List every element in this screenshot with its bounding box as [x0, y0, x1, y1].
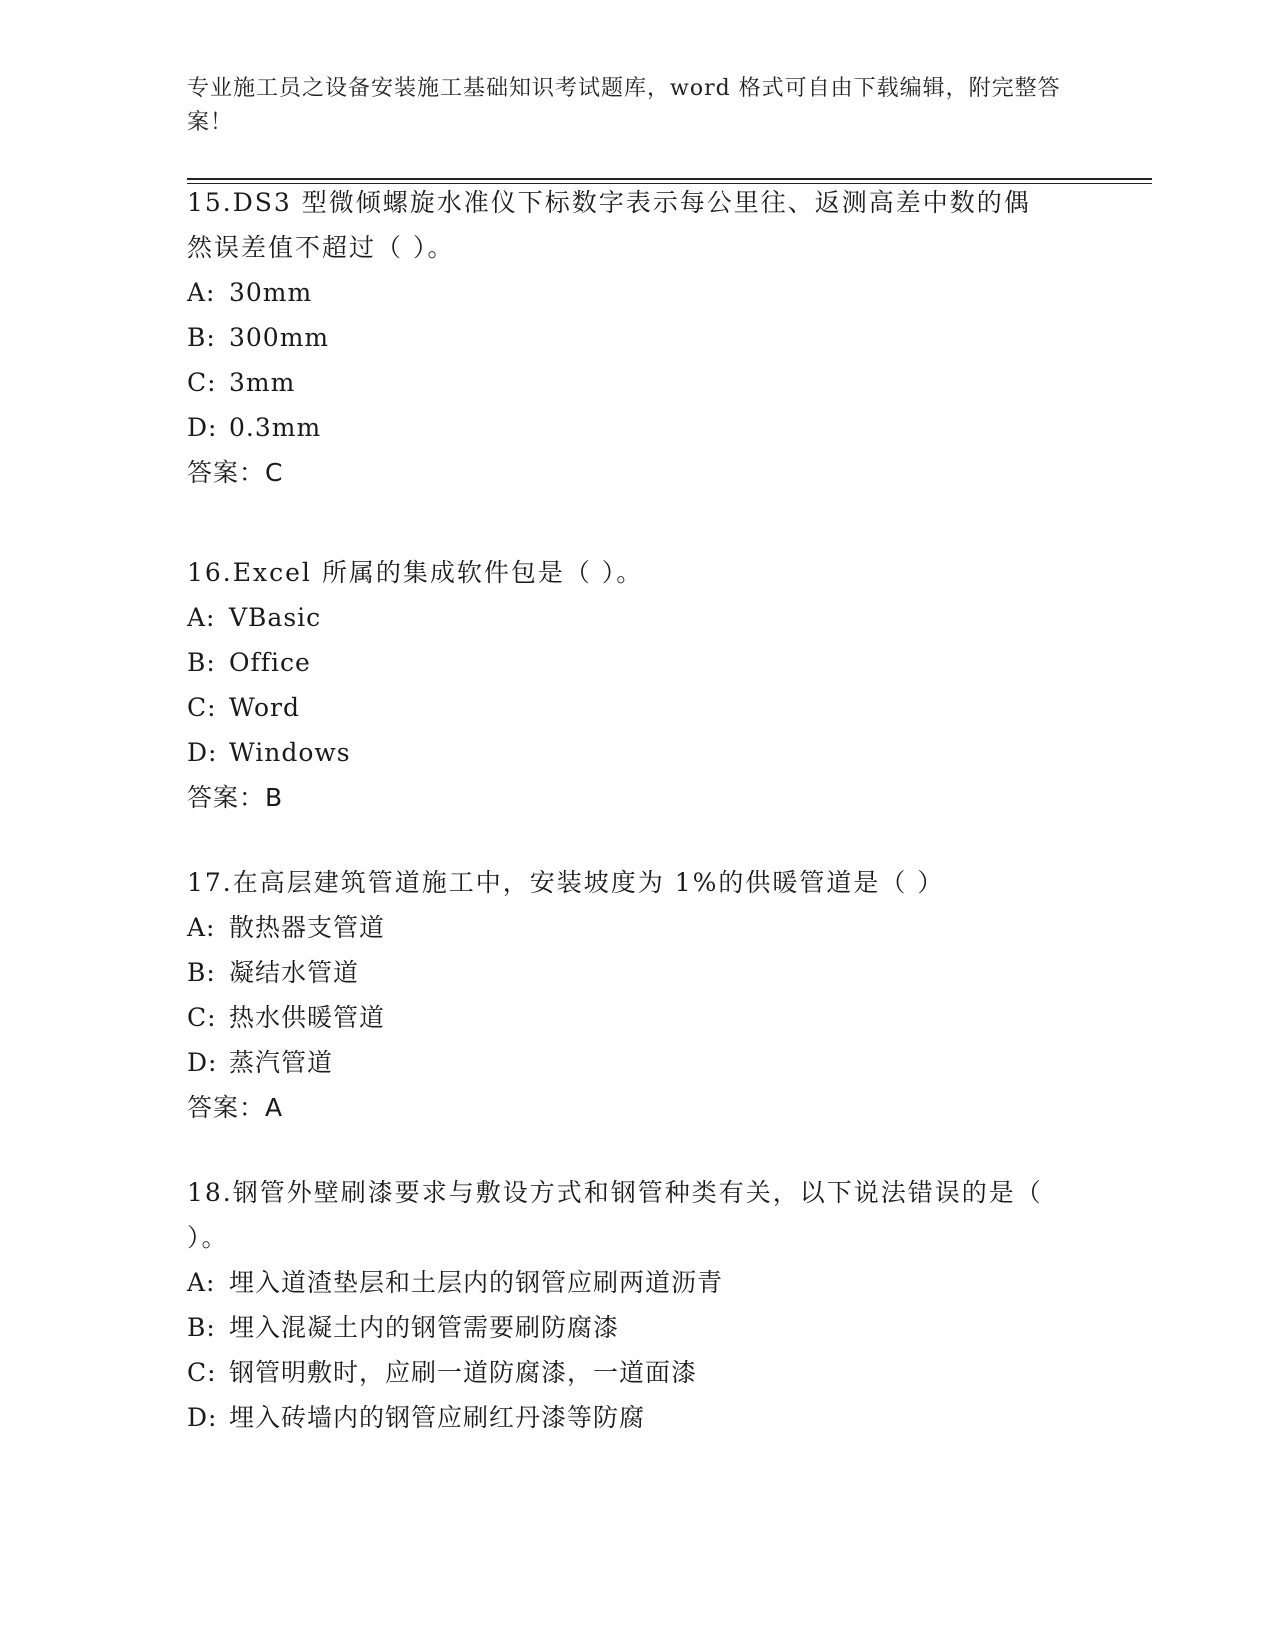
option-text: 0.3mm — [229, 413, 322, 442]
answer-label: 答案：A — [187, 1093, 284, 1122]
option-text: 散热器支管道 — [229, 913, 386, 942]
option-key: A: — [187, 278, 216, 307]
option-text: 埋入道渣垫层和土层内的钢管应刷两道沥青 — [229, 1268, 724, 1297]
option-b — [187, 315, 1087, 360]
question-stem: 18.钢管外壁刷漆要求与敷设方式和钢管种类有关，以下说法错误的是（ ）。 — [187, 1178, 1043, 1252]
option-key: D: — [187, 1048, 218, 1077]
option-d — [187, 730, 1087, 775]
option-a — [187, 595, 1087, 640]
option-text: 蒸汽管道 — [229, 1048, 334, 1077]
page-header: 专业施工员之设备安装施工基础知识考试题库，word 格式可自由下载编辑，附完整答案！ — [187, 76, 1061, 135]
option-text: 钢管明敷时，应刷一道防腐漆，一道面漆 — [229, 1358, 698, 1387]
option-key: D: — [187, 1403, 218, 1432]
answer-label: 答案：C — [187, 458, 284, 487]
option-text: 30mm — [229, 278, 313, 307]
question-16 — [187, 550, 1087, 820]
option-text: Windows — [229, 738, 351, 767]
option-c — [187, 1350, 1087, 1395]
option-key: D: — [187, 738, 218, 767]
option-key: A: — [187, 1268, 216, 1297]
option-b — [187, 950, 1087, 995]
option-a — [187, 905, 1087, 950]
option-key: B: — [187, 958, 216, 987]
question-18 — [187, 1170, 1087, 1440]
option-text: 热水供暖管道 — [229, 1003, 386, 1032]
option-key: C: — [187, 1003, 217, 1032]
question-17 — [187, 860, 1087, 1130]
option-c — [187, 995, 1087, 1040]
option-key: A: — [187, 603, 216, 632]
option-a — [187, 1260, 1087, 1305]
option-text: 凝结水管道 — [229, 958, 360, 987]
option-text: 300mm — [229, 323, 330, 352]
option-c — [187, 360, 1087, 405]
option-text: 埋入砖墙内的钢管应刷红丹漆等防腐 — [229, 1403, 646, 1432]
question-stem: 16.Excel 所属的集成软件包是（ ）。 — [187, 558, 644, 587]
option-b — [187, 1305, 1087, 1350]
question-15 — [187, 180, 1087, 495]
option-key: C: — [187, 693, 217, 722]
option-b — [187, 640, 1087, 685]
option-key: C: — [187, 368, 217, 397]
option-key: B: — [187, 1313, 216, 1342]
option-key: D: — [187, 413, 218, 442]
option-text: Office — [229, 648, 311, 677]
option-key: B: — [187, 323, 216, 352]
option-text: 3mm — [229, 368, 296, 397]
option-text: VBasic — [229, 603, 322, 632]
option-c — [187, 685, 1087, 730]
option-key: A: — [187, 913, 216, 942]
option-a — [187, 270, 1087, 315]
option-text: 埋入混凝土内的钢管需要刷防腐漆 — [229, 1313, 620, 1342]
option-text: Word — [229, 693, 301, 722]
option-d — [187, 405, 1087, 450]
option-d — [187, 1395, 1087, 1440]
option-key: B: — [187, 648, 216, 677]
answer-label: 答案：B — [187, 783, 284, 812]
question-stem: 17.在高层建筑管道施工中，安装坡度为 1%的供暖管道是（ ） — [187, 868, 945, 897]
option-key: C: — [187, 1358, 217, 1387]
option-d — [187, 1040, 1087, 1085]
question-stem: 15.DS3 型微倾螺旋水准仪下标数字表示每公里往、返测高差中数的偶然误差值不超过（ ）。 — [187, 188, 1031, 262]
